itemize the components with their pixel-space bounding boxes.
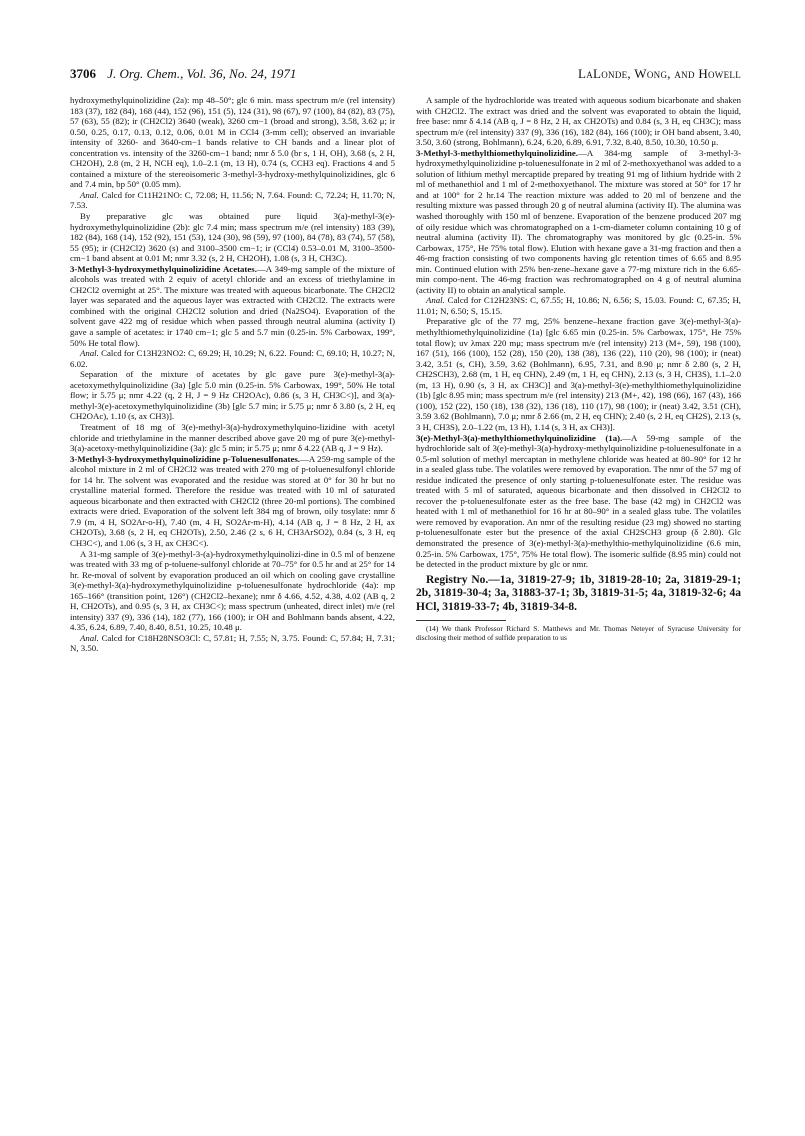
anal-text: Calcd for C11H21NO: C, 72.08; H, 11.56; N, 7.64. Found: C, 72.24; H, 11.70; N, 7.53. bbox=[70, 189, 395, 211]
registry-text: —1a, 31819-27-9; 1b, 31819-28-10; 2a, 31819-29-1; 2b, 31819-30-4; 3a, 31883-37-1; 3b, 31819-31-5; 4a, 31819-32-6; 4a HCl, 31819-33-7; 4b, 31819-34-8. bbox=[416, 573, 741, 613]
page-number: 3706 bbox=[70, 66, 96, 81]
paragraph bbox=[70, 633, 395, 654]
section-heading: 3(e)-Methyl-3(a)-methylthiomethylquinolizidine (1a). bbox=[416, 432, 623, 443]
anal-text: Calcd for C18H28NSO3Cl: C, 57.81; H, 7.55; N, 3.75. Found: C, 57.84; H, 7.31; N, 3.50. bbox=[70, 632, 395, 654]
paragraph: Preparative glc of the 77 mg, 25% benzene–hexane fraction gave 3(e)-methyl-3(a)-methylthiomethylquinolizidine (1a) [glc 6.65 min (0.25-in. 5% Carbowax, 175°, He 75% total flow); uv λmax 220 mμ; mass spectrum m/e (rel intensity) 213 (M+, 59), 198 (100), 167 (51), 166 (100), 152 (28), 150 (20), 138 (38), 136 (22), 110 (20), 98 (100); ir (neat) 3.42, 3.51 (s, CH), 3.59, 3.62 (Bohlmann), 6.95, 7.31, and 8.90 μ; nmr δ 2.80 (s, 2 H, CH2SCH3), 2.68 (m, 1 H, eq CHN), 2.49 (m, 1 H, eq CHN), 2.13 (s, 3 H, CH3S), 1.1–2.0 (m, 13 H), 0.90 (s, 3 H, ax CH3C)] and 3(a)-methyl-3(e)-methylthiomethylquinolizidine (1b) [glc 8.95 min; mass spectrum m/e (rel intensity) 213 (M+, 42), 198 (66), 167 (43), 166 (100), 152 (22), 150 (18), 138 (32), 136 (18), 110 (17), 98 (100); ir (neat) 3.42, 3.51 (CH), 3.59 3.62 (Bohlmann), 7.0 μ; nmr δ 2.66 (m, 2 H, eq CHN); 2.40 (s, 2 H, eq CH2S), 2.13 (s, 3 H, CH3S), 2.0–1.22 (m, 13 H), 1.14 (s, 3 H, ax CH3)]. bbox=[416, 316, 741, 432]
journal-citation: J. Org. Chem., Vol. 36, No. 24, 1971 bbox=[107, 66, 297, 81]
paragraph: A sample of the hydrochloride was treated with aqueous sodium bicarbonate and shaken with CH2Cl2. The extract was dried and the solvent was evaporated to obtain the liquid, free base: nmr δ 4.14 (AB q, J = 8 Hz, 2 H, ax CH2OTs) and 0.84 (s, 3 H, eq CH3C); mass spectrum m/e (rel intensity) 337 (9), 336 (16), 182 (84), 166 (100); ir OH band absent, 3.40, 3.50, 3.60 (strong, Bohlmann), 6.24, 6.20, 6.89, 6.91, 7.32, 8.40, 8.50, 10.30, 10.50 μ. bbox=[416, 95, 741, 148]
left-column bbox=[70, 95, 395, 654]
paragraph: Separation of the mixture of acetates by glc gave pure 3(e)-methyl-3(a)-acetoxymethylquinolizidine (3a) [glc 5.0 min (0.25-in. 5% Carbowax, 199°, 50% He total flow; ir 5.75 μ; nmr 4.22 (q, 2 H, J = 9 Hz CH2OAc), 0.86 (s, 3 H, CH3C<)], and 3(a)-methyl-3(e)-acetoxymethylquinolizidine (3b) [glc 5.7 min; ir 5.75 μ; nmr δ 3.80 (s, 2 H, eq CH2OAc), 1.10 (s, ax CH3)]. bbox=[70, 369, 395, 422]
registry-numbers bbox=[416, 574, 741, 615]
section-text: —A 384-mg sample of 3-methyl-3-hydroxymethylquinolizidine p-toluenesulfonate in 2 ml of 2-methoxyethanol was added to a solution of lithium methyl mercaptide prepared by treating 91 mg of lithium hydride with 2 ml of methanethiol and 1 ml of 2-methoxyethanol. The mixture was stored at 50° for 17 hr and at 100° for 2 hr.14 The reaction mixture was added to 20 ml of benzene and the resulting mixture was passed through 20 g of neutral alumina (activity II). The alumina was washed thoroughly with 150 ml of benzene. Evaporation of the benzene produced 207 mg of oily residue which was chromatographed on a 1-cm-diameter column containing 10 g of neutral alumina (activity II). The chromatography was monitored by glc (0.25-in. 5% Carbowax, 175°, He 75% total flow). Elution with hexane gave a 31-mg fraction and then a 46-mg fraction consisting of two components having glc retention times of 6.65 and 8.95 min. Continued elution with 25% ben-zene–hexane gave a 77-mg mixture rich in the 6.65-min compo-nent. The 46-mg fraction was rechromatographed on 4 g of neutral alumina (activity II) to obtain an analytical sample. bbox=[416, 147, 741, 295]
header-left bbox=[70, 66, 296, 82]
paragraph: Treatment of 18 mg of 3(e)-methyl-3(a)-hydroxymethylquino-lizidine with acetyl chloride and triethylamine in the manner described above gave 20 mg of pure 3(e)-methyl-3(a)-acetoxy-methylquinolizidine (3a): glc 5 min; ir 5.75 μ; nmr δ 4.22 (AB q, J = 9 Hz). bbox=[70, 421, 395, 454]
section-text: —A 349-mg sample of the mixture of alcohols was treated with 2 equiv of acetyl chloride and an excess of triethylamine in CH2Cl2 overnight at 25°. The mixture was treated with aqueous bicarbonate. The CH2Cl2 layer was separated and the aqueous layer was extracted with CH2Cl2. The extracts were combined with the original CH2Cl2 solution and dried (Na2SO4). Evaporation of the solvent gave 422 mg of residue which when passed through neutral alumina (activity I) gave a sample of acetates: ir 1740 cm−1; glc 5 and 5.7 min (0.25-in. 5% Carbowax, 199°, 50% He total flow). bbox=[70, 263, 395, 348]
footnote-divider bbox=[416, 620, 506, 621]
section-heading: 3-Methyl-3-methylthiomethylquinolizidine. bbox=[416, 147, 579, 158]
paragraph: By preparative glc was obtained pure liquid 3(a)-methyl-3(e)-hydroxymethylquinolizidine (2b): glc 7.4 min; mass spectrum m/e (rel intensity) 183 (39), 182 (84), 168 (14), 152 (92), 151 (53), 124 (30), 98 (59), 97 (100), 84 (78), 83 (74), 57 (58), 55 (95); ir (CH2Cl2) 3620 (s) and 3100–3500 cm−1; ir (CCl4) 0.53–0.01 M, 3100–3500-cm−1 band absent at 0.01 M; nmr 3.32 (s, 2 H, CH2OH), 1.08 (s, 3 H, CH3C). bbox=[70, 211, 395, 264]
anal-text: Calcd for C13H23NO2: C, 69.29; H, 10.29; N, 6.22. Found: C, 69.10; H, 10.27; N, 6.02. bbox=[70, 348, 395, 369]
anal-label: Anal. bbox=[80, 189, 99, 200]
registry-label: Registry No. bbox=[426, 573, 489, 586]
anal-text: Calcd for C12H23NS: C, 67.55; H, 10.86; N, 6.56; S, 15.03. Found: C, 67.35; H, 11.01; N, 6.50; S, 15.15. bbox=[416, 295, 741, 316]
anal-label: Anal. bbox=[80, 632, 99, 643]
running-header bbox=[70, 66, 741, 82]
footnote: (14) We thank Professor Richard S. Matthews and Mr. Thomas Neteyer of Syracuse University for disclosing their method of sulfide preparation to us bbox=[416, 624, 741, 643]
paragraph: A 31-mg sample of 3(e)-methyl-3-(a)-hydroxymethylquinolizi-dine in 0.5 ml of benzene was treated with 33 mg of p-toluene-sulfonyl chloride at 70–75° for 0.5 hr and at 25° for 14 hr. Re-moval of solvent by evaporation produced an oil which on cooling gave crystalline 3(e)-methyl-3(a)-hydroxymethylquinolizidine p-toluenesulfonate hydrochloride (4a): mp 165–166° (transition point, 126°) (CH2Cl2–hexane); nmr δ 4.66, 4.52, 4.38, 4.02 (AB q, 2 H, CH2OTs), and 0.95 (s, 3 H, ax CH3C<); mass spectrum (unheated, direct inlet) m/e (rel intensity) 337 (9), 336 (14), 182 (77), 166 (100); ir OH and Bohlmann bands absent, 4.22, 4.35, 6.24, 6.89, 7.40, 8.40, 8.51, 10.25, 10.48 μ. bbox=[70, 548, 395, 633]
anal-label: Anal. bbox=[80, 348, 99, 359]
section-text: —A 59-mg sample of the hydrochloride salt of 3(e)-methyl-3(a)-hydroxy-methylquinolizidine p-toluenesulfonate in a 0.5-ml solution of methyl mercaptan in methylene chloride was heated at 80–90° for 12 hr in a sealed glass tube. The volatiles were removed by evaporation. The nmr of the 57 mg of residue indicated the presence of only starting p-toluenesulfonate ester. The residue was treated with 5 ml of saturated, aqueous bicarbonate and then dissolved in CH2Cl2 to recover the p-toluenesulfonate ester as the free base. The base (42 mg) in CH2Cl2 was heated with 1 ml of methanethiol for 16 hr at 80–90° in a sealed glass tube. The volatiles were removed by evaporation. An nmr of the resulting residue (23 mg) showed no starting p-toluenesulfonate ester but the presence of the axial CH2SCH3 group (δ 2.80). Glc demonstrated the presence of 3(e)-methyl-3(a)-methylthio-methylquinolizidine (6.6 min, 0.25-in. 5% Carbowax, 175°, 75% He total flow). The isomeric sulfide (8.95 min) could not be detected in the product mixture by glc or nmr. bbox=[416, 432, 741, 570]
paragraph: hydroxymethylquinolizidine (2a): mp 48–50°; glc 6 min. mass spectrum m/e (rel intensity) 183 (37), 182 (84), 168 (44), 152 (96), 151 (5), 124 (31), 98 (67), 97 (100), 84 (82), 83 (75), 57 (63), 55 (82); ir (CH2Cl2) 3640 (weak), 3260 cm−1 (broad and strong), 3.58, 3.62 μ; ir 0.50, 0.25, 0.17, 0.13, 0.12, 0.06, 0.01 M in CCl4 (3-mm cell); observed an invariable intensity of 3260- and 3640-cm−1 bands relative to CH bands and a linear plot of concentration vs. intensity of the 3260-cm−1 band; nmr δ 5.0 (br s, 1 H, OH), 3.68 (s, 2 H, CH2OH), 2.8 (m, 2 H, NCH eq), 1.0–2.1 (m, 13 H), 0.74 (s, CCH3 eq). Fractions 4 and 5 contained a mixture of the stereoisomeric 3-methyl-3-hydroxy-methylquinolizidines, glc 6 and 7.4 min, bp 50° (0.05 mm). bbox=[70, 95, 395, 190]
section-text: —A 259-mg sample of the alcohol mixture in 2 ml of CH2Cl2 was treated with 270 mg of p-toluenesulfonyl chloride for 14 hr. The solvent was evaporated and the residue was stored at 0° for 30 hr but no crystalline material formed. Therefore the residue was treated with 10 ml of saturated aqueous bicarbonate and then extracted with CH2Cl2 (three 20-ml portions). The combined extracts were dried. Evaporation of the solvent left 384 mg of brown, oily tosylate: nmr δ 7.9 (m, 4 H, SO2Ar-o-H), 7.40 (m, 4 H, SO2Ar-m-H), 4.14 (AB q, J = 8 Hz, 2 H, ax CH2OTs), 3.68 (s, 2 H, eq CH2OTs), 2.50, 2.46 (2 s, 6 H, CH3ArSO2), 0.84 (s, 3 H, eq CH3C<), and 1.06 (s, 3 H, ax CH3C<). bbox=[70, 453, 395, 548]
paragraph bbox=[70, 190, 395, 211]
anal-label: Anal. bbox=[426, 295, 445, 306]
right-column bbox=[416, 95, 741, 642]
header-authors: LaLonde, Wong, and Howell bbox=[577, 66, 741, 81]
section-heading: 3-Methyl-3-hydroxymethylquinolizidine Acetates. bbox=[70, 263, 257, 274]
paragraph bbox=[416, 295, 741, 316]
section-heading: 3-Methyl-3-hydroxymethylquinolizidine p-Toluenesulfonates. bbox=[70, 453, 301, 464]
paragraph bbox=[70, 348, 395, 369]
